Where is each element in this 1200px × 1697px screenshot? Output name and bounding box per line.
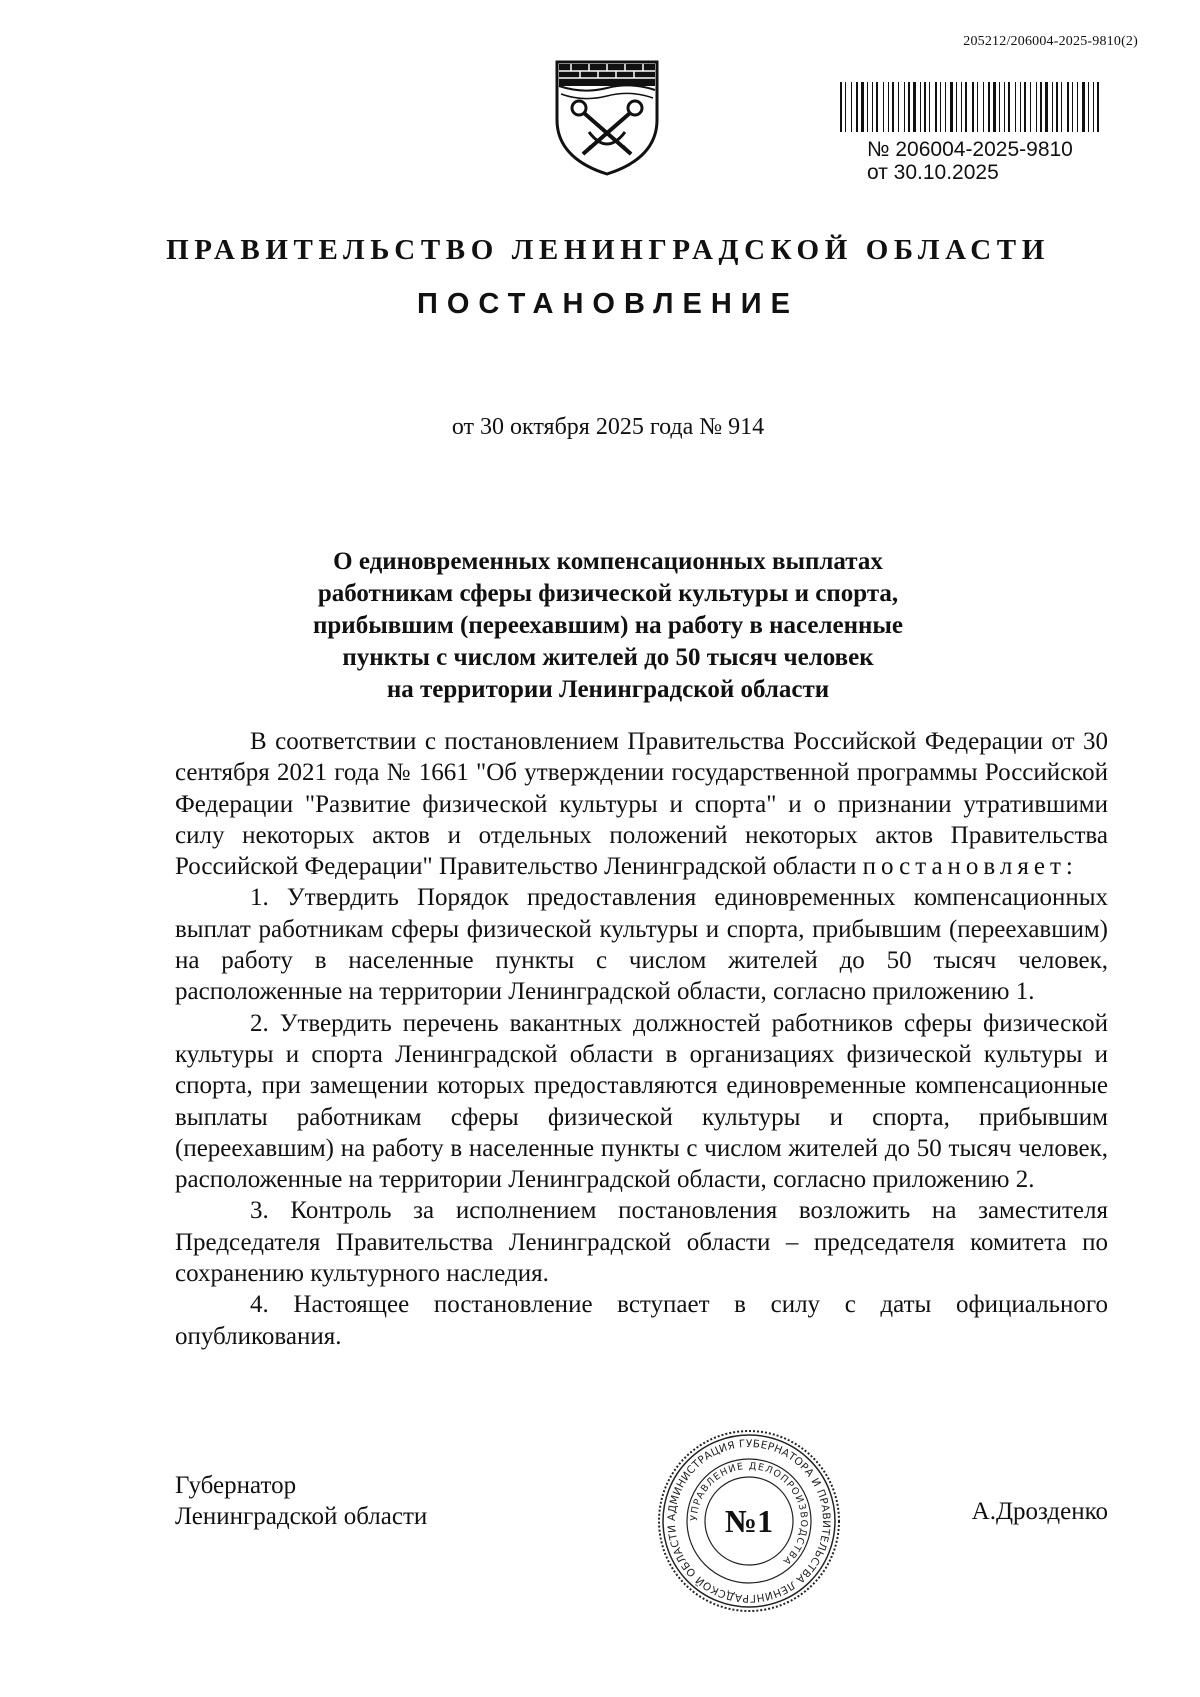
decree-title-line: пункты с числом жителей до 50 тысяч человек	[342, 644, 874, 671]
decree-item-2: 2. Утвердить перечень вакантных должностей работников сферы физической культуры и спорта Ленинградской области в организациях физической культуры и спорта, при замещении которых предоставляются единовременные компенсационные выплаты работникам сферы физической культуры и спорта, прибывшим (переехавшим) на работу в населенные пункты с числом жителей до 50 тысяч человек, расположенные на территории Ленинградской области, согласно приложению 2.	[175, 1009, 1108, 1194]
stamp-ring-text: АДМИНИСТРАЦИЯ ГУБЕРНАТОРА И ПРАВИТЕЛЬСТВА ЛЕНИНГРАДСКОЙ ОБЛАСТИ	[665, 1437, 833, 1605]
decree-type: ПОСТАНОВЛЕНИЕ	[417, 288, 799, 320]
stamp-inner-text: УПРАВЛЕНИЕ ДЕЛОПРОИЗВОДСТВА	[688, 1460, 810, 1568]
coat-of-arms-icon	[553, 58, 661, 176]
decree-verb: постановляет:	[862, 853, 1078, 881]
decree-body	[175, 726, 1108, 1352]
decree-item-3: 3. Контроль за исполнением постановления возложить на заместителя Председателя Правительства Ленинградской области – председателя комитета по сохранению культурного наследия.	[175, 1197, 1108, 1288]
stamp-number: №1	[724, 1503, 774, 1539]
decree-title-line: на территории Ленинградской области	[386, 676, 830, 703]
signatory-name: А.Дрозденко	[971, 1498, 1108, 1525]
signatory-role	[175, 1470, 427, 1532]
decree-date-number: от 30 октября 2025 года № 914	[451, 414, 765, 440]
decree-item-4: 4. Настоящее постановление вступает в силу с даты официального опубликования.	[175, 1291, 1108, 1350]
signatory-role-line: Губернатор	[175, 1472, 297, 1499]
decree-title-line: О единовременных компенсационных выплатах	[333, 548, 883, 575]
decree-title-line: работникам сферы физической культуры и спорта,	[317, 580, 899, 607]
registration-number: № 206004-2025-9810	[867, 138, 1073, 161]
document-reference: 205212/206004-2025-9810(2)	[963, 34, 1138, 49]
official-stamp-icon	[656, 1428, 842, 1614]
preamble-paragraph	[175, 726, 1108, 882]
preamble-text: В соответствии с постановлением Правительства Российской Федерации от 30 сентября 2021 года № 1661 "Об утверждении государственной программы Российской Федерации "Развитие физической культуры и спорта" и о признании утратившими силу некоторых актов и отдельных положений некоторых актов Правительства Российской Федерации" Правительство Ленинградской области	[175, 728, 1108, 881]
decree-item-1: 1. Утвердить Порядок предоставления единовременных компенсационных выплат работникам сферы физической культуры и спорта, прибывшим (переехавшим) на работу в населенные пункты с числом жителей до 50 тысяч человек, расположенные на территории Ленинградской области, согласно приложению 1.	[175, 884, 1108, 1006]
barcode-icon	[840, 82, 1102, 132]
government-title: ПРАВИТЕЛЬСТВО ЛЕНИНГРАДСКОЙ ОБЛАСТИ	[166, 234, 1050, 266]
registration-date: от 30.10.2025	[867, 161, 999, 184]
decree-title-line: прибывшим (переехавшим) на работу в населенные	[312, 612, 904, 639]
decree-title	[0, 546, 1200, 706]
signatory-role-line: Ленинградской области	[175, 1503, 428, 1530]
